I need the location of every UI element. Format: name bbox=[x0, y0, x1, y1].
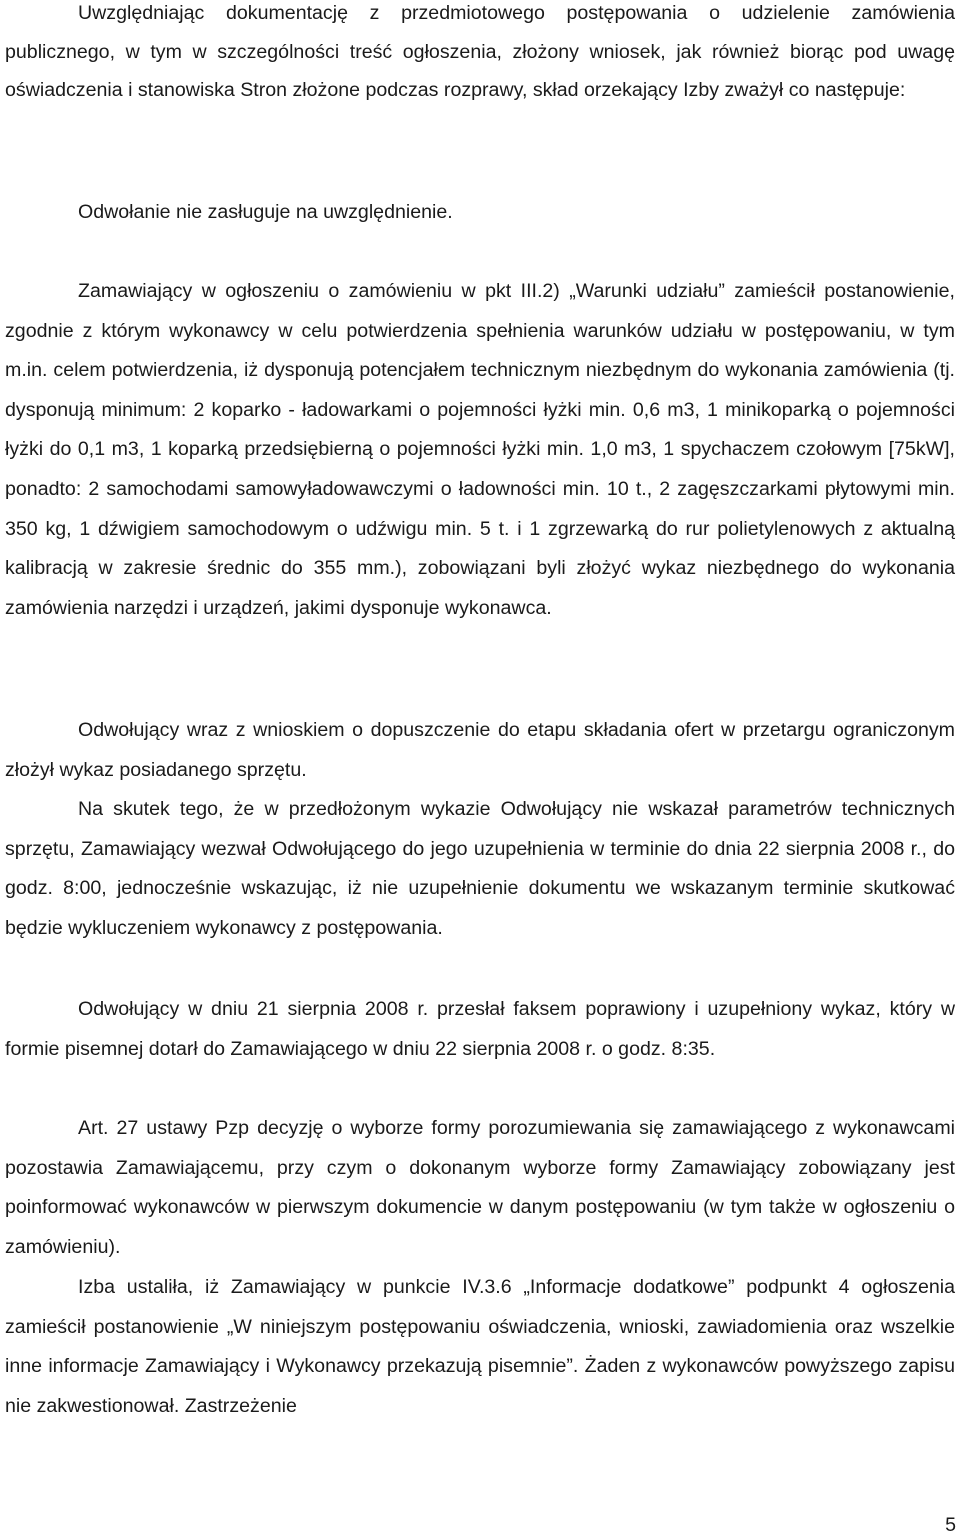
paragraph-chamber-findings: Izba ustaliła, iż Zamawiający w punkcie IV.3.6 „Informacje dodatkowe” podpunkt 4 ogłoszenia zamieścił postanowienie „W niniejszym postępowaniu oświadczenia, wnioski, zawiadomienia oraz wszelkie inne informacje Zamawiający i Wykonawcy przekazują pisemnie”. Żaden z wykonawców powyższego zapisu nie zakwestionował. Zastrzeżenie bbox=[5, 1276, 955, 1417]
paragraph-conclusion: Odwołanie nie zasługuje na uwzględnienie. bbox=[78, 201, 453, 223]
paragraph-article-27: Art. 27 ustawy Pzp decyzję o wyborze formy porozumiewania się zamawiającego z wykonawcami pozostawia Zamawiającemu, przy czym o dokonanym wyborze formy Zamawiający zobowiązany jest poinformować wykonawców w pierwszym dokumencie w danym postępowaniu (w tym także w ogłoszeniu o zamówieniu). bbox=[5, 1117, 955, 1258]
paragraph-request-supplement: Na skutek tego, że w przedłożonym wykazie Odwołujący nie wskazał parametrów technicznych sprzętu, Zamawiający wezwał Odwołującego do jego uzupełnienia w terminie do dnia 22 sierpnia 2008 r., do godz. 8:00, jednocześnie wskazując, iż nie uzupełnienie dokumentu we wskazanym terminie skutkować będzie wykluczeniem wykonawcy z postępowania. bbox=[5, 798, 955, 939]
paragraph-appellant-submission: Odwołujący wraz z wnioskiem o dopuszczenie do etapu składania ofert w przetargu ograniczonym złożył wykaz posiadanego sprzętu. bbox=[5, 719, 955, 781]
paragraph-intro: Uwzględniając dokumentację z przedmiotowego postępowania o udzielenie zamówienia publicznego, w tym w szczególności treść ogłoszenia, złożony wniosek, jak również biorąc pod uwagę oświadczenia i stanowiska Stron złożone podczas rozprawy, skład orzekający Izby zważył co następuje: bbox=[5, 2, 955, 101]
paragraph-conditions: Zamawiający w ogłoszeniu o zamówieniu w pkt III.2) „Warunki udziału” zamieścił postanowienie, zgodnie z którym wykonawcy w celu potwierdzenia spełnienia warunków udziału w postępowaniu, w tym m.in. celem potwierdzenia, iż dysponują potencjałem technicznym niezbędnym do wykonania zamówienia (tj. dysponują minimum: 2 koparko - ładowarkami o pojemności łyżki min. 0,6 m3, 1 minikoparką o pojemności łyżki do 0,1 m3, 1 koparką przedsiębierną o pojemności łyżki min. 1,0 m3, 1 spychaczem czołowym [75kW], ponadto: 2 samochodami samowyładowawczymi o ładowności min. 10 t., 2 zagęszczarkami płytowymi min. 350 kg, 1 dźwigiem samochodowym o udźwigu min. 5 t. i 1 zgrzewarką do rur polietylenowych z aktualną kalibracją w zakresie średnic do 355 mm.), zobowiązani byli złożyć wykaz niezbędnego do wykonania zamówienia narzędzi i urządzeń, jakimi dysponuje wykonawca. bbox=[5, 280, 955, 619]
paragraph-fax-delivery: Odwołujący w dniu 21 sierpnia 2008 r. przesłał faksem poprawiony i uzupełniony wykaz, który w formie pisemnej dotarł do Zamawiającego w dniu 22 sierpnia 2008 r. o godz. 8:35. bbox=[5, 998, 955, 1060]
page-number: 5 bbox=[945, 1514, 956, 1536]
